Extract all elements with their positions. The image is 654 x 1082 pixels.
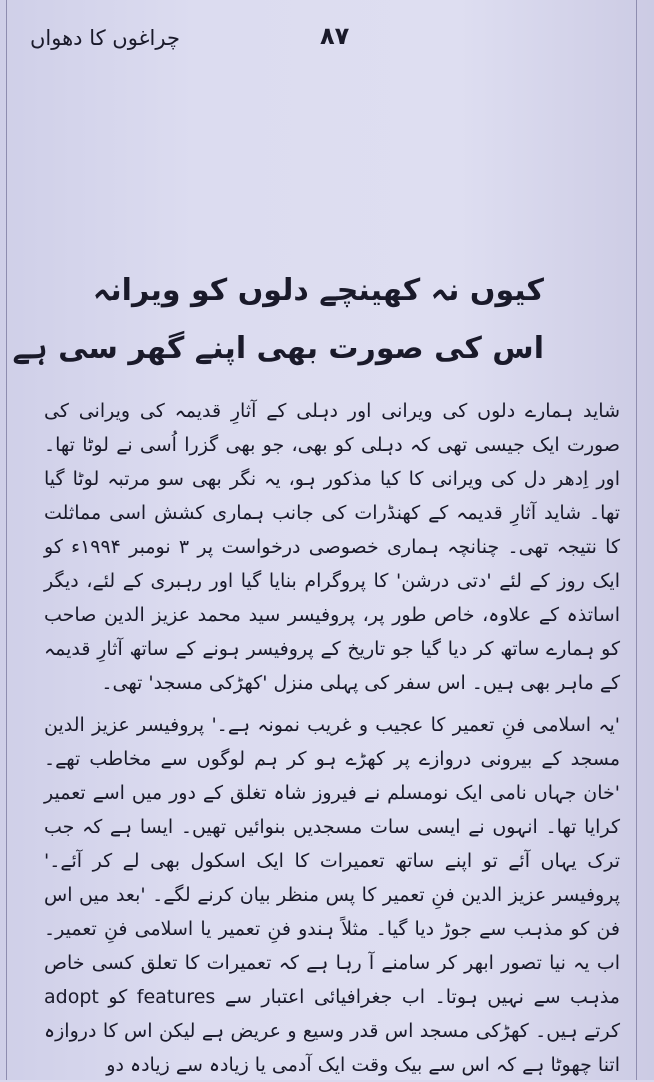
page-number: ۸۷ bbox=[320, 22, 350, 50]
page-header bbox=[30, 22, 626, 62]
paragraph-2: 'یہ اسلامی فنِ تعمیر کا عجیب و غریب نمونہ ہے۔' پروفیسر عزیز الدین مسجد کے بیرونی دروازے پر کھڑے ہو کر ہم لوگوں سے مخاطب تھے۔ 'خان جہاں نامی ایک نومسلم نے فیروز شاہ تغلق کے دور میں اسے تعمیر کرایا تھا۔ انہوں نے ایسی سات مسجدیں بنوائیں تھیں۔ ایسا ہے کہ جب ترک یہاں آئے تو اپنے ساتھ تعمیرات کا ایک اسکول بھی لے کر آئے۔' پروفیسر عزیز الدین فنِ تعمیر کا پس منظر بیان کرنے لگے۔ 'بعد میں اس فن کو مذہب سے جوڑ دیا گیا۔ مثلاً ہندو فنِ تعمیر یا اسلامی فنِ تعمیر۔ اب یہ نیا تصور ابھر کر سامنے آ رہا ہے کہ تعمیرات کا تعلق کسی خاص مذہب سے نہیں ہوتا۔ اب جغرافیائی اعتبار سے features کو adopt کرتے ہیں۔ کھڑکی مسجد اس قدر وسیع و عریض ہے لیکن اس کا دروازہ اتنا چھوٹا ہے کہ اس سے بیک وقت ایک آدمی یا زیادہ سے زیادہ دو bbox=[44, 714, 620, 1076]
couplet-line-2: اس کی صورت بھی اپنے گھر سی ہے bbox=[12, 331, 544, 366]
page-edge-right bbox=[636, 0, 637, 1080]
running-title: چراغوں کا دھواں bbox=[30, 26, 180, 50]
couplet-line-1: کیوں نہ کھینچے دلوں کو ویرانہ bbox=[92, 273, 544, 308]
body-text bbox=[44, 394, 620, 1082]
paragraph-1: شاید ہمارے دلوں کی ویرانی اور دہلی کے آثارِ قدیمہ کی ویرانی کی صورت ایک جیسی تھی کہ دہلی کو بھی، جو بھی گزرا اُسی نے لوٹا تھا۔ اور اِدھر دل کی ویرانی کا کیا مذکور ہو، یہ نگر بھی سو مرتبہ لوٹا گیا تھا۔ شاید آثارِ قدیمہ کے کھنڈرات کی جانب ہماری کشش اسی مماثلت کا نتیجہ تھی۔ چنانچہ ہماری خصوصی درخواست پر ۳ نومبر ۱۹۹۴ء کو ایک روز کے لئے 'دتی درشن' کا پروگرام بنایا گیا اور رہبری کے لئے، دیگر اساتذہ کے علاوہ، خاص طور پر، پروفیسر سید محمد عزیز الدین صاحب کو ہمارے ساتھ کر دیا گیا جو تاریخ کے پروفیسر ہونے کے ساتھ آثارِ قدیمہ کے ماہر بھی ہیں۔ اس سفر کی پہلی منزل 'کھڑکی مسجد' تھی۔ bbox=[44, 400, 620, 694]
page-edge-left bbox=[6, 0, 7, 1080]
poetry-couplet bbox=[12, 262, 544, 378]
